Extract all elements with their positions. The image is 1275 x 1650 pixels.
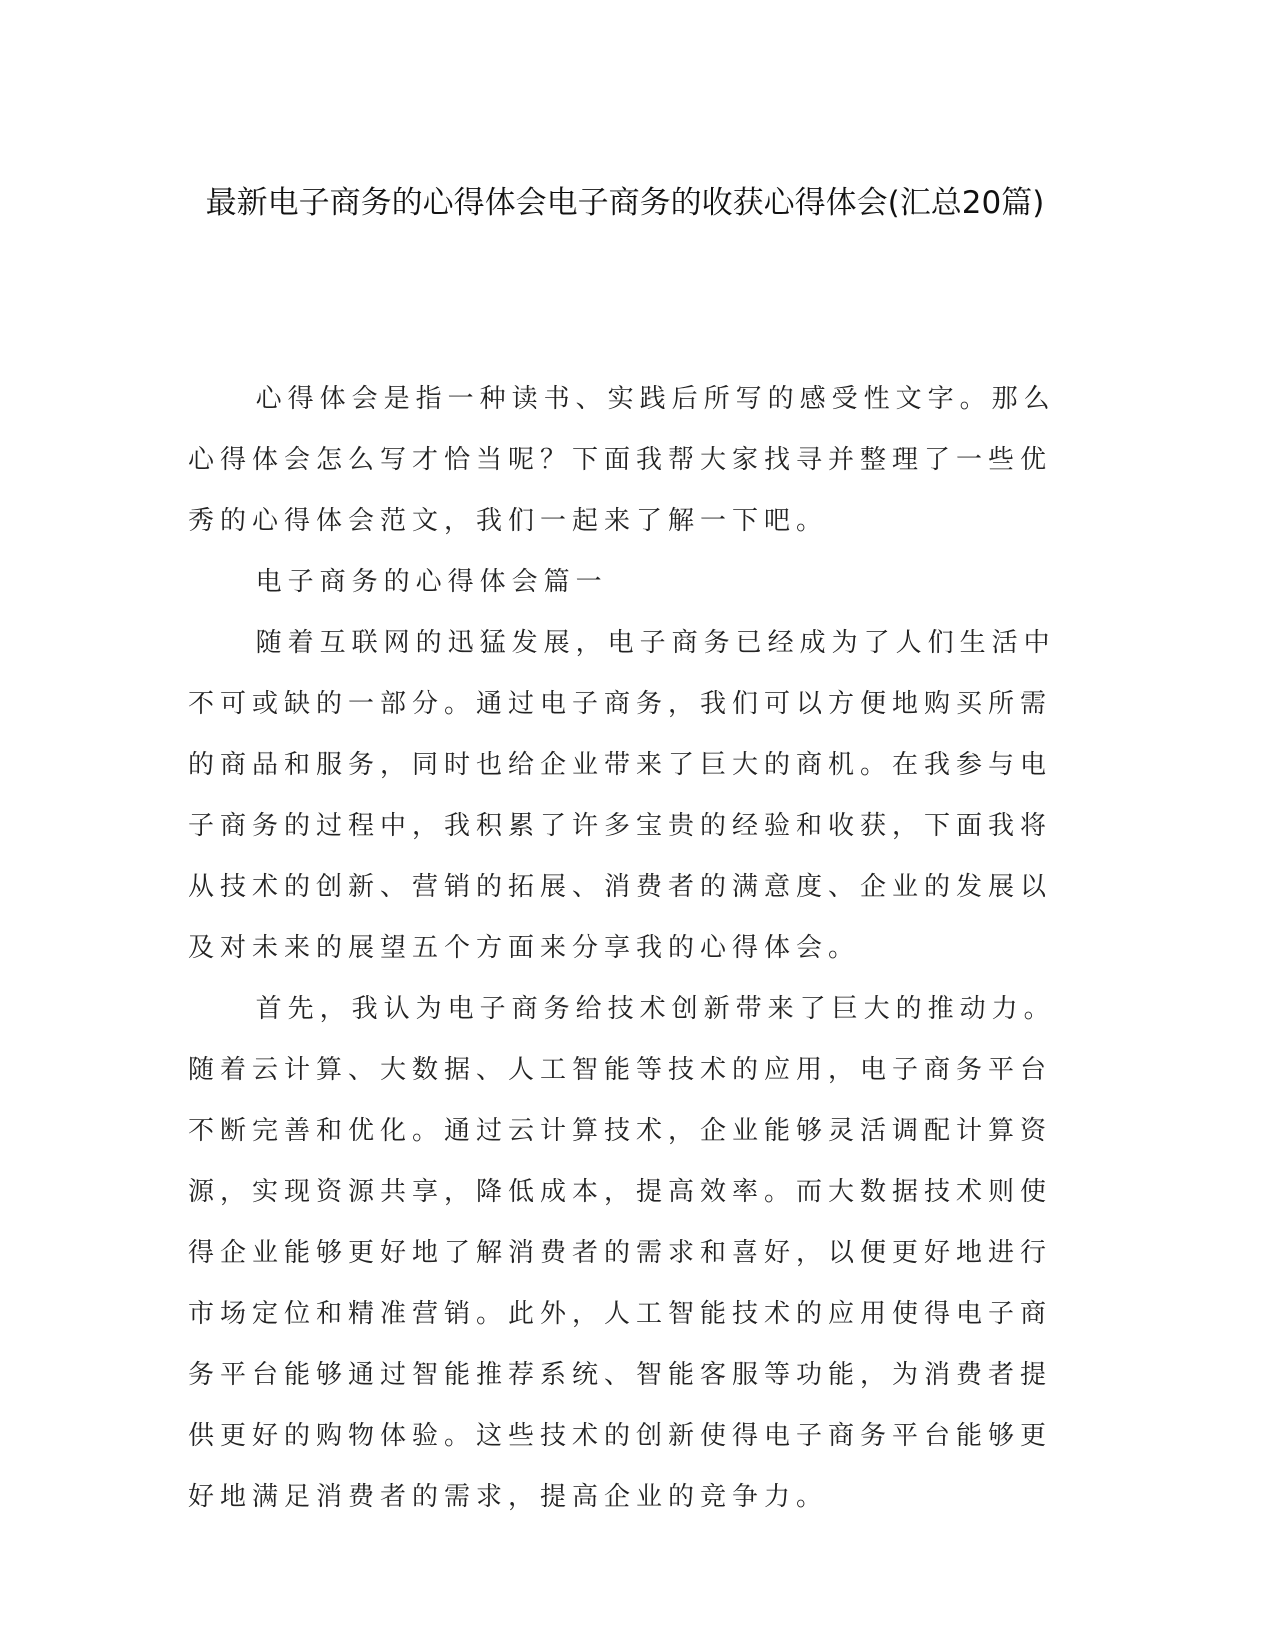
body-paragraph-2: 首先，我认为电子商务给技术创新带来了巨大的推动力。随着云计算、大数据、人工智能等技术的应用，电子商务平台不断完善和优化。通过云计算技术，企业能够灵活调配计算资源，实现资源共享，降低成本，提高效率。而大数据技术则使得企业能够更好地了解消费者的需求和喜好，以便更好地进行市场定位和精准营销。此外，人工智能技术的应用使得电子商务平台能够通过智能推荐系统、智能客服等功能，为消费者提供更好的购物体验。这些技术的创新使得电子商务平台能够更好地满足消费者的需求，提高企业的竞争力。	[188, 994, 1056, 1512]
section-heading: 电子商务的心得体会篇一	[255, 567, 608, 597]
intro-paragraph: 心得体会是指一种读书、实践后所写的感受性文字。那么心得体会怎么写才恰当呢？下面我帮大家找寻并整理了一些优秀的心得体会范文，我们一起来了解一下吧。	[188, 384, 1056, 536]
body-paragraph-1: 随着互联网的迅猛发展，电子商务已经成为了人们生活中不可或缺的一部分。通过电子商务，我们可以方便地购买所需的商品和服务，同时也给企业带来了巨大的商机。在我参与电子商务的过程中，我积累了许多宝贵的经验和收获，下面我将从技术的创新、营销的拓展、消费者的满意度、企业的发展以及对未来的展望五个方面来分享我的心得体会。	[188, 628, 1056, 963]
document-body	[188, 369, 1080, 1528]
document-title: 最新电子商务的心得体会电子商务的收获心得体会(汇总20篇)	[205, 185, 1045, 221]
